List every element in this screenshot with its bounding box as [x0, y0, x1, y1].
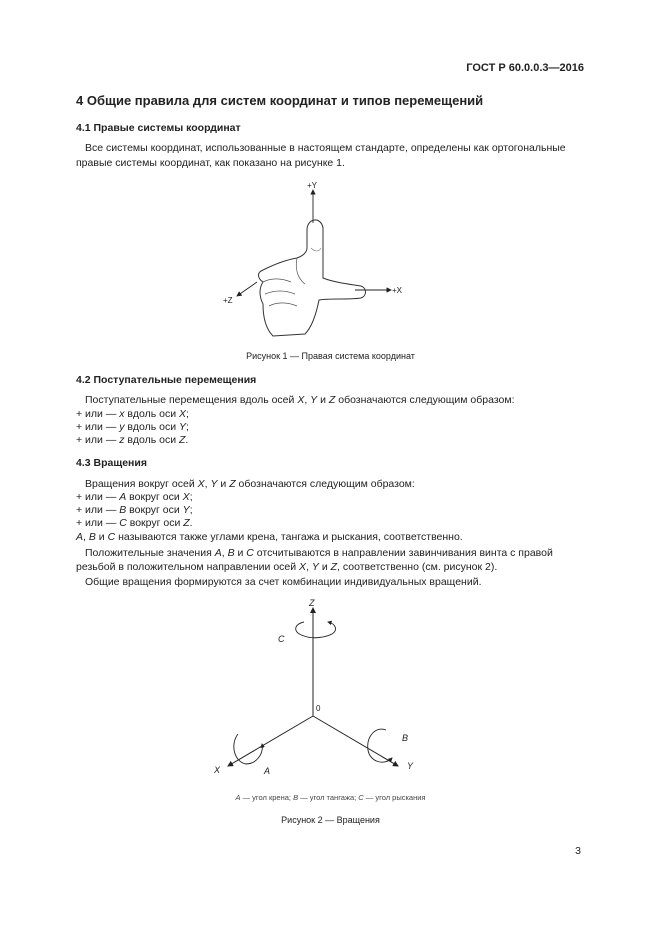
axis-symbol: Y [210, 478, 218, 490]
text-run: Положительные значения [85, 547, 215, 559]
rotation-b-arrow [368, 729, 392, 762]
para-4-1-line1: Все системы координат, использованные в настоящем стандарте, определены как ортогональные [85, 142, 566, 154]
text-run: вдоль оси [124, 434, 179, 446]
text-run: обозначаются следующим образом: [335, 394, 515, 406]
figure-2-caption: Рисунок 2 — Вращения [281, 815, 380, 825]
text-run: C [358, 793, 364, 802]
x-axis [228, 716, 313, 766]
section-title: 4 Общие правила для систем координат и типов перемещений [76, 93, 484, 108]
text-run: , [83, 531, 89, 543]
symbol: y [119, 421, 125, 433]
label-c: C [278, 634, 285, 644]
text-run: называются также углами крена, тангажа и рыскания, соответственно. [115, 531, 463, 543]
axis-symbol: Z [229, 478, 236, 490]
para-angle-names [76, 530, 463, 545]
text-run: — угол крена; [240, 793, 294, 802]
y-axis [313, 716, 398, 766]
para-general-rotations: Общие вращения формируются за счет комбинации индивидуальных вращений. [85, 576, 482, 588]
hand-outline [259, 220, 366, 336]
text-run: и [217, 478, 230, 490]
text-run: + или — [76, 504, 120, 516]
text-run: ; [189, 504, 193, 516]
figure-1-right-hand [215, 178, 415, 348]
text-run: и [234, 547, 247, 559]
para-4-1-line2: правые системы координат, как показано на рисунке 1. [76, 157, 345, 169]
label-z: Z [309, 598, 315, 608]
text-run: обозначаются следующим образом: [235, 478, 415, 490]
rotation-a-arrow [234, 734, 262, 764]
text-run: и [317, 394, 329, 406]
label-plus-y: +Y [307, 181, 318, 190]
text-run: + или — [76, 434, 120, 446]
hand-thumb-line [296, 258, 305, 284]
symbol: C [246, 547, 254, 559]
symbol: A [214, 547, 222, 559]
label-x: X [214, 765, 221, 775]
text-run: ; [189, 491, 193, 503]
page-number: 3 [575, 845, 581, 857]
text-run: B [293, 793, 299, 802]
axis-symbol: X [179, 408, 187, 420]
axis-symbol: Y [179, 421, 187, 433]
text-run: и [318, 561, 331, 573]
axis-symbol: X [297, 394, 305, 406]
axis-symbol: X [299, 561, 307, 573]
text-run: . [189, 517, 193, 529]
text-run: вокруг оси [126, 491, 183, 503]
axis-symbol: Z [179, 434, 186, 446]
text-run: A [235, 793, 241, 802]
axis-symbol: Z [328, 394, 336, 406]
axis-symbol: X [182, 491, 190, 503]
figure-1-caption: Рисунок 1 — Правая система координат [246, 351, 415, 361]
axis-symbol: Y [311, 561, 319, 573]
text-run: , [304, 394, 311, 406]
hand-finger-lines [263, 279, 297, 306]
axis-symbol: Z [183, 517, 190, 529]
figure-2-legend [0, 793, 661, 802]
symbol: B [88, 531, 96, 543]
text-run: вокруг оси [126, 504, 183, 516]
text-run: вдоль оси [124, 421, 179, 433]
text-run: , [306, 561, 312, 573]
label-plus-x: +X [392, 286, 403, 295]
figure-2-rotations [200, 594, 440, 784]
subsection-title-4-3: 4.3 Вращения [76, 457, 147, 469]
para-positive-line1 [85, 546, 553, 561]
text-run: вокруг оси [126, 517, 184, 529]
label-y: Y [407, 761, 414, 771]
text-run: Поступательные перемещения вдоль осей [85, 394, 298, 406]
text-run: , [204, 478, 211, 490]
text-run: , соответственно (см. рисунок 2). [337, 561, 498, 573]
text-run: и [95, 531, 108, 543]
text-run: — угол тангажа; [298, 793, 359, 802]
text-run: отсчитываются в направлении завинчивания винта с правой [253, 547, 553, 559]
symbol: z [119, 434, 125, 446]
document-header: ГОСТ Р 60.0.0.3—2016 [466, 62, 584, 74]
text-run: вдоль оси [124, 408, 179, 420]
symbol: A [119, 491, 127, 503]
text-run: резьбой в положительном направлении осей [76, 561, 300, 573]
z-axis-arrow [237, 282, 257, 296]
text-run: Вращения вокруг осей [85, 478, 198, 490]
text-run: ; [186, 408, 189, 420]
text-run: . [185, 434, 189, 446]
symbol: B [227, 547, 235, 559]
axis-symbol: X [197, 478, 205, 490]
symbol: x [119, 408, 125, 420]
label-b: B [402, 733, 409, 743]
rotation-c-arrow [296, 622, 336, 638]
symbol: A [76, 531, 84, 543]
text-run: + или — [76, 408, 120, 420]
text-run: + или — [76, 421, 120, 433]
symbol: C [107, 531, 116, 543]
subsection-title-4-2: 4.2 Поступательные перемещения [76, 374, 257, 386]
list-item [76, 433, 188, 448]
label-plus-z: +Z [223, 296, 233, 305]
text-run: + или — [76, 491, 120, 503]
text-run: + или — [76, 517, 120, 529]
axis-symbol: Y [182, 504, 190, 516]
list-item [76, 516, 193, 531]
label-origin: 0 [316, 704, 321, 713]
hand-crease [311, 248, 321, 251]
text-run: , [221, 547, 228, 559]
text-run: — угол рыскания [363, 793, 426, 802]
subsection-title-4-1: 4.1 Правые системы координат [76, 122, 241, 134]
symbol: C [119, 517, 127, 529]
label-a: A [264, 766, 271, 776]
text-run: ; [186, 421, 189, 433]
axis-symbol: Z [330, 561, 338, 573]
axis-symbol: Y [310, 394, 318, 406]
symbol: B [119, 504, 127, 516]
para-4-2-intro [85, 393, 515, 408]
para-positive-line2 [76, 560, 497, 575]
